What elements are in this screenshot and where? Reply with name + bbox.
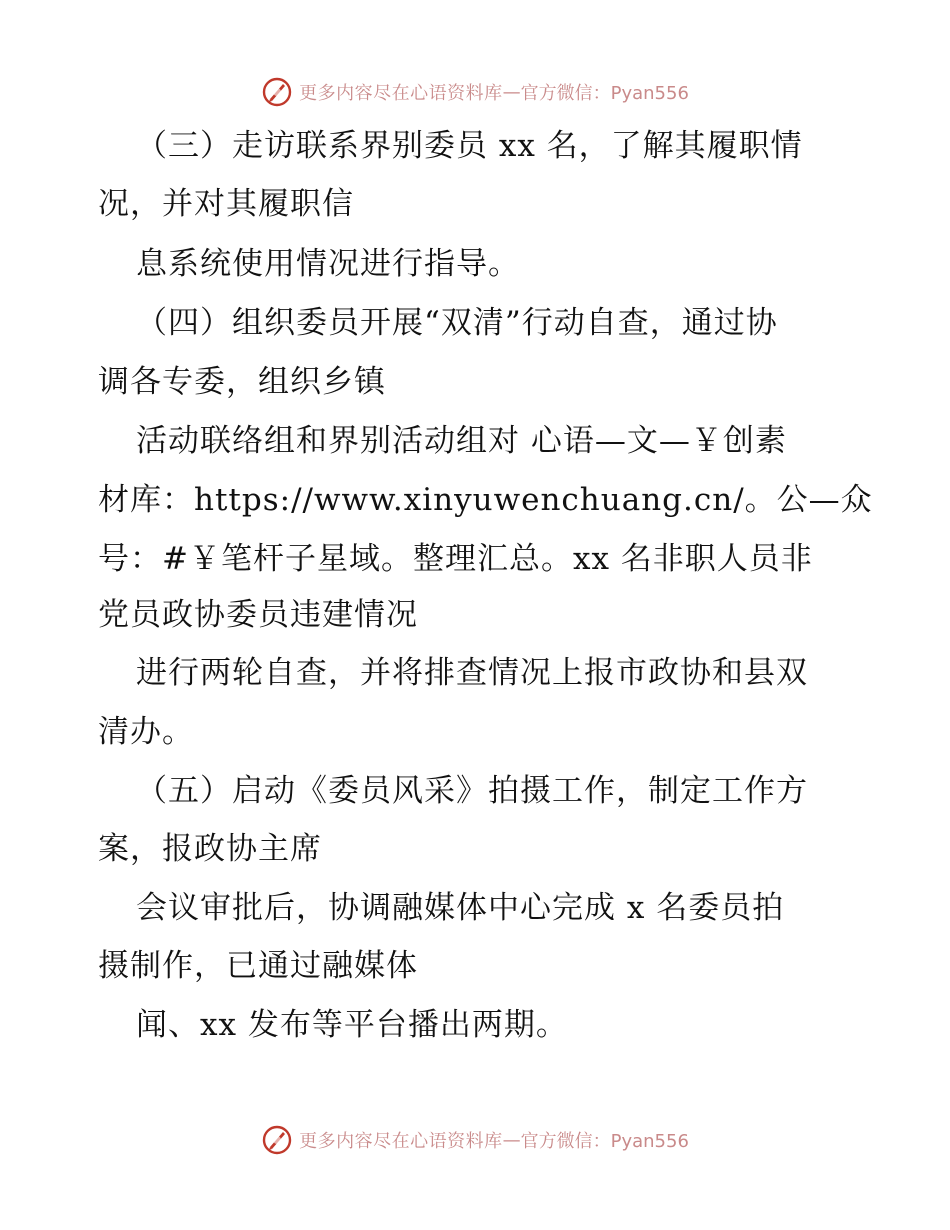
body-line: 号：#￥笔杆子星域。整理汇总。xx 名非职人员非 [98, 541, 813, 577]
header-wechat-text: 官方微信：Pyan556 [520, 83, 689, 104]
body-line: 材库：https://www.xinyuwenchuang.cn/。公—众 [98, 482, 873, 518]
footer-wechat-text: 官方微信：Pyan556 [520, 1131, 689, 1152]
body-line: 闻、xx 发布等平台播出两期。 [136, 1007, 568, 1043]
body-line: 况，并对其履职信 [98, 186, 354, 222]
body-line: 清办。 [98, 714, 194, 750]
header-separator: — [502, 81, 521, 103]
body-line: （五）启动《委员风采》拍摄工作，制定工作方 [136, 773, 808, 809]
body-line: 进行两轮自查，并将排查情况上报市政协和县双 [136, 655, 808, 691]
body-line: 摄制作，已通过融媒体 [98, 948, 418, 984]
quill-logo-icon [261, 76, 293, 108]
body-line: 案，报政协主席 [98, 831, 322, 867]
body-line: 会议审批后，协调融媒体中心完成 x 名委员拍 [136, 890, 785, 926]
footer-site-text: 更多内容尽在心语资料库 [299, 1131, 503, 1152]
header-site-text: 更多内容尽在心语资料库 [299, 83, 503, 104]
body-line: 党员政协委员违建情况 [98, 597, 418, 633]
body-line: 息系统使用情况进行指导。 [136, 246, 520, 282]
footer-banner [0, 1120, 950, 1160]
body-line: （四）组织委员开展“双清”行动自查，通过协 [136, 305, 778, 341]
header-banner [0, 72, 950, 112]
quill-logo-icon [261, 1124, 293, 1156]
body-line: （三）走访联系界别委员 xx 名，了解其履职情 [136, 128, 803, 164]
body-line: 活动联络组和界别活动组对 心语—文—￥创素 [136, 423, 787, 459]
footer-separator: — [502, 1129, 521, 1151]
body-line: 调各专委，组织乡镇 [98, 364, 386, 400]
